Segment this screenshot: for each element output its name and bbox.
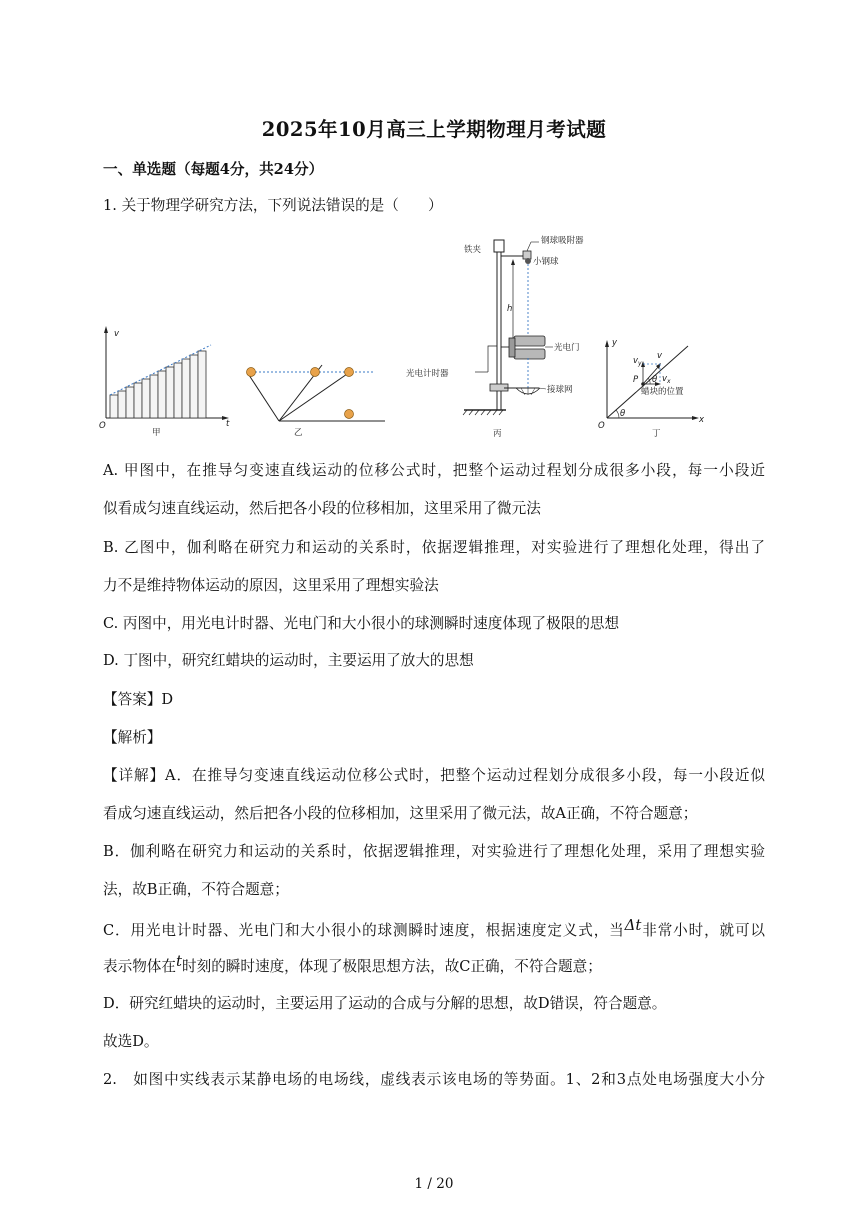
question-2-stem: 2. 如图中实线表示某静电场的电场线，虚线表示该电场的等势面。1、2和3点处电场强度大小分 (103, 1071, 765, 1088)
diagram-bing (406, 235, 584, 439)
t-symbol: t (175, 952, 183, 970)
option-b-line-2: 力不是维持物体运动的原因，这里采用了理想实验法 (103, 577, 439, 594)
jia-axis-t: t (226, 419, 230, 429)
ding-label-vx: $v_x$ (662, 374, 671, 385)
ding-origin: O (598, 421, 605, 431)
ding-axis-x: x (699, 415, 705, 425)
jia-caption: 甲 (152, 428, 161, 438)
page-title: 2025年10月高三上学期物理月考试题 (261, 118, 607, 141)
question-1-figure (95, 232, 735, 444)
option-a-line-1: A. 甲图中，在推导匀变速直线运动的位移公式时，把整个运动过程划分成很多小段，每一小段近 (103, 462, 765, 479)
detail-line-1: 【详解】A．在推导匀变速直线运动位移公式时，把整个运动过程划分成很多小段，每一小段近似 (103, 767, 765, 784)
bing-label-net: 接球网 (547, 385, 573, 395)
conclusion: 故选D。 (103, 1033, 159, 1050)
ding-label-vy: $v_y$ (633, 356, 642, 367)
ding-caption: 丁 (652, 429, 661, 439)
ding-label-v: v (657, 351, 663, 361)
ding-theta-1: θ (620, 409, 626, 419)
bing-label-jishiqi: 光电计时器 (406, 369, 449, 379)
jia-axis-v: v (114, 329, 120, 339)
detail-line-2: 看成匀速直线运动，然后把各小段的位移相加，这里采用了微元法，故A正确，不符合题意； (103, 805, 698, 822)
bing-label-h: h (507, 304, 513, 314)
ding-theta-2: θ (652, 375, 658, 385)
physics-diagrams (95, 232, 735, 444)
diagram-ding (598, 338, 705, 439)
diagram-yi (247, 365, 386, 438)
bing-label-ball: 小钢球 (533, 257, 559, 267)
option-a-line-2: 似看成匀速直线运动，然后把各小段的位移相加，这里采用了微元法 (103, 500, 541, 517)
detail-line-7: D．研究红蜡块的运动时，主要运用了运动的合成与分解的思想，故D错误，符合题意。 (103, 995, 667, 1012)
option-d: D. 丁图中，研究红蜡块的运动时，主要运用了放大的思想 (103, 652, 474, 669)
page-number: 1 / 20 (414, 1176, 454, 1192)
answer: 【答案】D (103, 691, 174, 708)
diagram-jia (99, 326, 230, 438)
bing-label-xiqi: 钢球吸附器 (541, 236, 584, 246)
question-1-stem: 1. 关于物理学研究方法，下列说法错误的是（ ） (103, 197, 443, 214)
ding-label-position: 蜡块的位置 (641, 387, 684, 397)
yi-caption: 乙 (294, 428, 303, 438)
analysis-label: 【解析】 (103, 729, 162, 746)
delta-t-symbol: Δt (624, 916, 642, 934)
option-c: C. 丙图中，用光电计时器、光电门和大小很小的球测瞬时速度体现了极限的思想 (103, 615, 620, 632)
bing-caption: 丙 (493, 429, 502, 439)
section-heading: 一、单选题（每题4分，共24分） (103, 161, 324, 178)
ding-axis-y: y (612, 338, 618, 348)
jia-bars (110, 351, 206, 418)
detail-line-6: 表示物体在t时刻的瞬时速度，体现了极限思想方法，故C正确，不符合题意； (103, 952, 602, 975)
detail-line-3: B．伽利略在研究力和运动的关系时，依据逻辑推理，对实验进行了理想化处理，采用了理想实验 (103, 843, 765, 860)
option-b-line-1: B. 乙图中，伽利略在研究力和运动的关系时，依据逻辑推理，对实验进行了理想化处理，得出了 (103, 539, 765, 556)
detail-line-5: C．用光电计时器、光电门和大小很小的球测瞬时速度，根据速度定义式，当Δt非常小时，就可以 (103, 916, 765, 939)
bing-label-guangdianmen: 光电门 (554, 343, 580, 353)
detail-line-4: 法，故B正确，不符合题意； (103, 881, 289, 898)
bing-label-tiejia: 铁夹 (464, 245, 482, 255)
ding-label-p: P (633, 375, 639, 385)
jia-origin: O (99, 421, 106, 431)
